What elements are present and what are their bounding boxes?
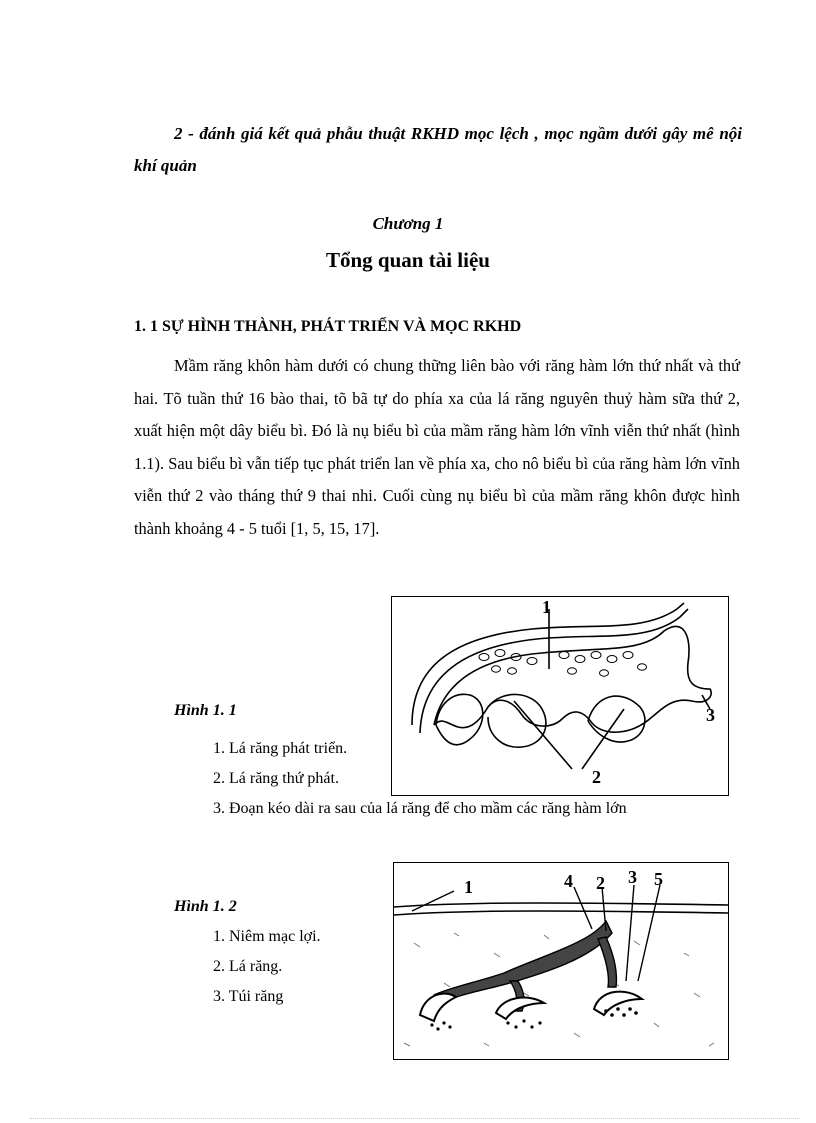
marker-5: 5 [654, 869, 663, 889]
body-paragraph: Mầm răng khôn hàm dưới có chung thững liên bào với răng hàm lớn thứ nhất và thứ hai. Tõ tuần thứ 16 bào thai, tõ bã tự do phía xa của lá răng nguyên thuỷ hàm sữa thứ 2, xuất hiện một dây biểu bì. Đó là nụ biểu bì của mầm răng hàm lớn vĩnh viễn thứ nhất (hình 1.1). Sau biểu bì vẫn tiếp tục phát triển lan về phía xa, cho nô biểu bì của răng hàm lớn vĩnh viễn thứ 2 vào tháng thứ 9 thai nhi. Cuối cùng nụ biểu bì của mầm răng khôn được hình thành khoảng 4 - 5 tuổi [1, 5, 15, 17]. [134, 356, 740, 538]
marker-2: 2 [592, 767, 601, 787]
dental-lamina-sketch [392, 597, 728, 795]
marker-3: 3 [706, 705, 715, 725]
figure-1-1-label: Hình 1. 1 [174, 702, 237, 719]
marker-2: 2 [596, 873, 605, 893]
chapter-label: Chương 1 [372, 214, 444, 233]
marker-3: 3 [628, 867, 637, 887]
footer-divider [30, 1118, 800, 1119]
marker-1: 1 [542, 597, 551, 617]
figure-1-1-item-1: 1. Lá răng phát triển. [213, 740, 348, 757]
figure-1-2-item-3: 3. Túi răng [213, 988, 284, 1005]
chapter-title: Tổng quan tài liệu [326, 248, 490, 272]
marker-4: 4 [564, 871, 573, 891]
gum-and-lamina-sketch [394, 863, 728, 1059]
figure-1-2-item-2: 2. Lá răng. [213, 958, 283, 975]
figure-1-2-illustration [393, 862, 729, 1060]
section-heading: 1. 1 SỰ HÌNH THÀNH, PHÁT TRIỂN VÀ MỌC RKHD [134, 318, 522, 335]
figure-1-1-illustration [391, 596, 729, 796]
figure-1-2-label: Hình 1. 2 [174, 898, 237, 915]
figure-1-1-item-3: 3. Đoạn kéo dài ra sau của lá răng để cho mầm các răng hàm lớn [213, 800, 627, 817]
figure-1-1-item-2: 2. Lá răng thứ phát. [213, 770, 339, 787]
figure-1-2-item-1: 1. Niêm mạc lợi. [213, 928, 321, 945]
marker-1: 1 [464, 877, 473, 897]
document-subtitle: 2 - đánh giá kết quả phẫu thuật RKHD mọc lệch , mọc ngầm dưới gây mê nội khí quản [134, 124, 742, 175]
